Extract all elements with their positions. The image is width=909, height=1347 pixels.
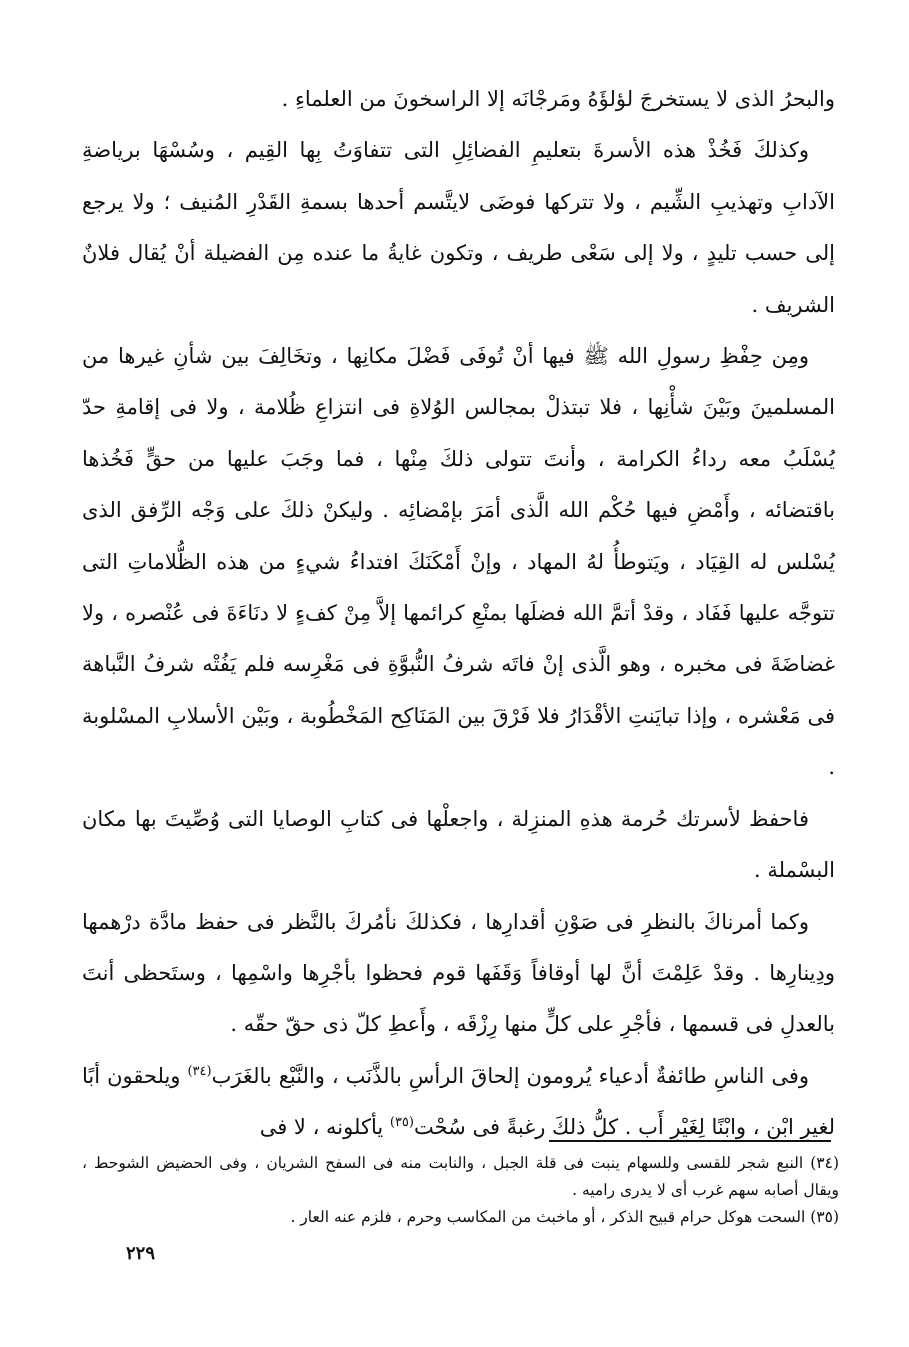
paragraph-6-middle: ويلحقون أبًا لغيرِ ابْن ، وابْنًا لِغَيْرِ أَب . كلُّ ذلكَ رغبةً فى سُحْت <box>82 1063 835 1140</box>
footnote-ref-34: (٣٤) <box>187 1063 212 1079</box>
footnote-divider <box>549 1140 831 1142</box>
paragraph-6-start: وفى الناسِ طائفةٌ أدعياء يُرومون إلحاقَ الرأسِ بالذَّنَب ، والنَّبْع بالغَرَب <box>211 1063 810 1088</box>
paragraph-6-end: يأكلونه ، لا فى <box>259 1115 384 1140</box>
paragraph-4: فاحفظ لأسرتك حُرمة هذهِ المنزِلة ، واجعلْها فى كتابِ الوصايا التى وُصِّيتَ بها مكان البسْملة . <box>82 806 835 883</box>
main-text <box>82 74 835 1154</box>
footnote-34: (٣٤) النبع شجر للقسى وللسهام ينبت فى قلة الجبل ، والنابت منه فى السفح الشريان ، وفى الحضيض الشوحط ، ويقال أصابه سهم غرب أى لا يدرى راميه . <box>82 1154 839 1199</box>
footnotes <box>82 1150 839 1231</box>
paragraph-5: وكما أمرناكَ بالنظرِ فى صَوْنِ أقدارِها ، فكذلكَ نأمُركَ بالنَّظر فى حفظ مادَّة درْهمها ودِينارِها . وقدْ عَلِمْتَ أنَّ لها أوقافاً وَقَفَها قوم فحظوا بأجْرِها واسْمِها ، وستَحظى أنتَ بالعدلِ فى قسمها ، فأجْرِ على كلٍّ منها رِزْقَه ، وأَعطِ كلّ ذى حقّ حقّه . <box>82 909 835 1037</box>
paragraph-6 <box>82 1051 835 1154</box>
footnote-ref-35: (٣٥) <box>389 1115 414 1131</box>
page-number: ٢٢٩ <box>126 1243 156 1264</box>
paragraph-1: والبحرُ الذى لا يستخرجَ لؤلؤَهُ ومَرجْانَه إلا الراسخونَ من العلماءِ . <box>281 87 835 111</box>
paragraph-3: ومِن حِفْظِ رسولِ الله ﷺ فيها أنْ تُوفَى فَضْلَ مكانِها ، وتخَالِفَ بين شأنِ غيرها من المسلمينَ وبَيْنَ شأْنِها ، فلا تبتذلْ بمجالس الوُلاةِ فى انتزاعِ ظُلامة ، ولا فى إقامةِ حدّ يُسْلَبُ معه رداءُ الكرامة ، وأنتَ تتولى ذلكَ مِنْها ، فما وجَبَ عليها من حقٍّ فَخُذها باقتضائه ، وأَمْضِ فيها حُكْم الله الَّذى أمَرَ بإمْضائِه . وليكنْ ذلكَ على وَجْه الرِّفق الذى يُسْلس له القِيَاد ، ويَتوطأُ لهُ المهاد ، وإنْ أَمْكَنَكَ افتداءُ شيءٍ من هذه الظُّلاماتِ التى تتوجَّه عليها فَفَاد ، وقدْ أتمَّ الله فضلَها بمنْعِ كرائمها إلاَّ مِنْ كفءٍ لا دنَاءَةَ فى عُنْصره ، ولا غضاضَةَ فى مخبره ، وهو الَّذى إنْ فاتَه شرفُ النُّبوَّةِ فى مَغْرِسه فلم يَفُتْه شرفُ النَّباهة فى مَعْشره ، وإذا تبايَنتِ الأقْدَارُ فلا فَرْقَ بين المَنَاكِح المَخْطُوبة ، وبَيْن الأسلابِ المسْلوبة . <box>82 344 835 780</box>
footnote-35: (٣٥) السحت هوكل حرام قبيح الذكر ، أو ماخبث من المكاسب وحرم ، فلزم عنه العار . <box>290 1208 839 1226</box>
paragraph-2: وكذلكَ فَخُذْ هذه الأسرةَ بتعليمِ الفضائِلِ التى تتفاوَتُ بِها القِيم ، وسُسْهَا برياضةِ الآدابِ وتهذيبِ الشِّيم ، ولا تتركها فوضَى لايتَّسم أحدها بسمةِ القَدْرِ المُنيف ؛ ولا يرجع إلى حسب تليدٍ ، ولا إلى سَعْى طريف ، وتكون غايةُ ما عنده مِن الفضيلة أنْ يُقال فلانٌ الشريف . <box>82 138 835 317</box>
